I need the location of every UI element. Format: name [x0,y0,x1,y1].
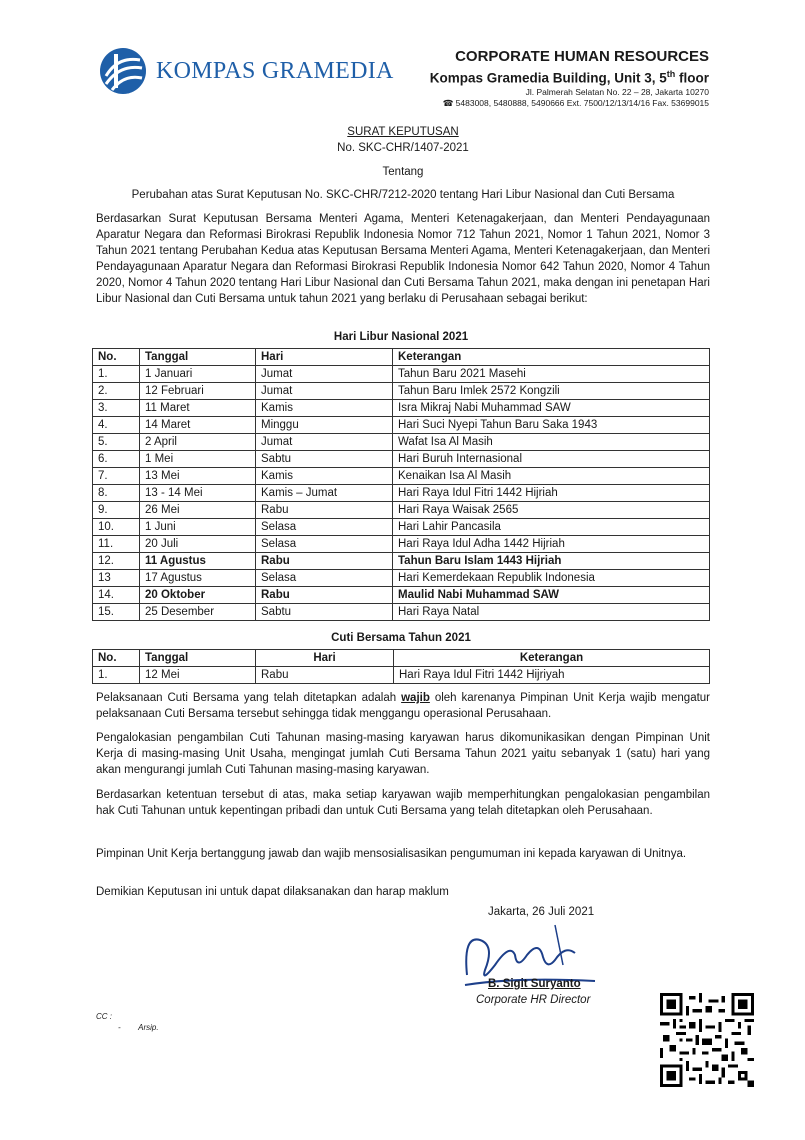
table-row [93,604,710,621]
table-row [93,519,710,536]
cell-no: 10. [93,519,140,536]
cell-no: 9. [93,502,140,519]
cell-keterangan: Hari Raya Waisak 2565 [393,502,710,519]
table-row [93,366,710,383]
cell-hari: Kamis [256,400,393,417]
cell-keterangan: Hari Suci Nyepi Tahun Baru Saka 1943 [393,417,710,434]
cell-tanggal: 1 Juni [140,519,256,536]
paragraph-1 [96,690,710,722]
letterhead-title: CORPORATE HUMAN RESOURCES [455,48,709,65]
cell-tanggal: 17 Agustus [140,570,256,587]
signer-name: B. Sigit Suryanto [488,978,581,990]
letter-subject: Perubahan atas Surat Keputusan No. SKC-CHR/7212-2020 tentang Hari Libur Nasional dan Cuti Bersama [131,189,675,201]
cell-no: 13 [93,570,140,587]
cell-tanggal: 12 Februari [140,383,256,400]
cell-keterangan: Wafat Isa Al Masih [393,434,710,451]
cc-label: CC : [96,1012,112,1021]
holidays-caption: Hari Libur Nasional 2021 [333,331,469,343]
cell-no: 7. [93,468,140,485]
qr-code-icon [660,993,754,1087]
handwritten-signature-icon [455,915,605,1005]
cell-tanggal: 11 Maret [140,400,256,417]
cell-no: 3. [93,400,140,417]
cell-hari: Selasa [256,536,393,553]
cell-keterangan: Tahun Baru 2021 Masehi [393,366,710,383]
cell-tanggal: 20 Juli [140,536,256,553]
cuti-table [92,649,710,684]
table-row [93,417,710,434]
cell-keterangan: Kenaikan Isa Al Masih [393,468,710,485]
cell-hari: Minggu [256,417,393,434]
cell-hari: Sabtu [256,451,393,468]
letterhead-address: Jl. Palmerah Selatan No. 22 – 28, Jakarta 10270 [525,86,709,97]
cell-keterangan: Hari Raya Idul Adha 1442 Hijriah [393,536,710,553]
kompas-gramedia-logo-icon [98,46,148,96]
cell-tanggal: 13 - 14 Mei [140,485,256,502]
cell-keterangan: Tahun Baru Imlek 2572 Kongzili [393,383,710,400]
cell-no: 6. [93,451,140,468]
letterhead [430,48,709,109]
cell-hari: Selasa [256,570,393,587]
building-suffix: floor [675,70,709,86]
paragraph-2: Pengalokasian pengambilan Cuti Tahunan masing-masing karyawan harus dikomunikasikan dengan Pimpinan Unit Kerja di masing-masing Unit Usaha, mengingat jumlah Cuti Bersama Tahun 2021 yaitu sebanyak 1 (satu) hari yang akan mengurangi jumlah Cuti Tahunan masing-masing karyawan. [96,732,710,776]
letterhead-phone: ☎ 5483008, 5480888, 5490666 Ext. 7500/12/13/14/16 Fax. 53699015 [442,97,709,108]
cell-hari: Rabu [256,502,393,519]
table-row [93,587,710,604]
cell-no: 4. [93,417,140,434]
col-hari: Hari [256,349,393,366]
cell-keterangan: Maulid Nabi Muhammad SAW [393,587,710,604]
cell-tanggal: 26 Mei [140,502,256,519]
cell-hari: Jumat [256,383,393,400]
p1-after: oleh karenanya Pimpinan Unit Kerja wajib mengatur pelaksanaan Cuti Bersama tersebut sehingga tidak menggangu operasional Perusahaan. [96,692,711,720]
col-keterangan: Keterangan [393,349,710,366]
cell-tanggal: 2 April [140,434,256,451]
cell-no: 1. [93,366,140,383]
cell-hari: Jumat [256,366,393,383]
cell-no: 15. [93,604,140,621]
cell-keterangan: Hari Lahir Pancasila [393,519,710,536]
table-row [93,570,710,587]
holidays-table [92,348,710,621]
cell-keterangan: Isra Mikraj Nabi Muhammad SAW [393,400,710,417]
cell-keterangan: Hari Kemerdekaan Republik Indonesia [393,570,710,587]
cell-no: 8. [93,485,140,502]
col-no: No. [93,650,140,667]
cell-tanggal: 12 Mei [140,667,256,684]
table-row [93,383,710,400]
table-row [93,451,710,468]
col-no: No. [93,349,140,366]
logo-text: KOMPAS GRAMEDIA [156,57,394,84]
paragraph-4: Pimpinan Unit Kerja bertanggung jawab dan wajib mensosialisasikan pengumuman ini kepada karyawan di Unitnya. [96,848,687,860]
table-row [93,434,710,451]
cell-tanggal: 1 Januari [140,366,256,383]
cell-no: 12. [93,553,140,570]
about-label: Tentang [382,166,424,178]
building-prefix: Kompas Gramedia Building, Unit 3, 5 [429,70,667,86]
cell-no: 2. [93,383,140,400]
cell-hari: Kamis – Jumat [256,485,393,502]
cell-hari: Selasa [256,519,393,536]
cell-tanggal: 1 Mei [140,451,256,468]
paragraph-5: Demikian Keputusan ini untuk dapat dilaksanakan dan harap maklum [96,886,449,898]
table-row [93,553,710,570]
company-logo [98,46,394,96]
cell-hari: Rabu [256,553,393,570]
cell-tanggal: 14 Maret [140,417,256,434]
cuti-header-row [93,650,710,667]
letter-type [96,124,710,140]
letter-type-text: SURAT KEPUTUSAN [347,126,459,138]
cell-no: 11. [93,536,140,553]
holidays-header-row [93,349,710,366]
p1-before: Pelaksanaan Cuti Bersama yang telah ditetapkan adalah [96,692,402,704]
cc-item: - Arsip. [118,1023,159,1032]
cell-hari: Rabu [256,587,393,604]
cell-hari: Jumat [256,434,393,451]
place-date: Jakarta, 26 Juli 2021 [488,906,595,918]
cell-hari: Kamis [256,468,393,485]
intro-paragraph: Berdasarkan Surat Keputusan Bersama Menteri Agama, Menteri Ketenagakerjaan, dan Menteri Pendayagunaan Aparatur Negara dan Reformasi Birokrasi Republik Indonesia Nomor 712 Tahun 2021, Nomor 1 Tahun 2021, Nomor 3 Tahun 2021 tentang Perubahan Kedua atas Keputusan Bersama Menteri Agama, Menteri Ketenagakerjaan, dan Menteri Pendayagunaan Aparatur Negara dan Reformasi Birokrasi Republik Indonesia Nomor 642 Tahun 2020, Nomor 4 Tahun 2020, Nomor 4 Tahun 2020 tentang Hari Libur Nasional dan Cuti Bersama Tahun 2021, maka dengan ini penetapan Hari Libur Nasional dan Cuti Bersama untuk tahun 2021 yang berlaku di Perusahaan sebagai berikut: [96,213,710,305]
cell-tanggal: 25 Desember [140,604,256,621]
col-keterangan: Keterangan [394,650,710,667]
table-row [93,400,710,417]
table-row [93,485,710,502]
cell-hari: Rabu [256,667,394,684]
cuti-caption: Cuti Bersama Tahun 2021 [331,632,471,644]
table-row [93,502,710,519]
col-hari: Hari [256,650,394,667]
cell-keterangan: Hari Buruh Internasional [393,451,710,468]
table-row [93,468,710,485]
signer-role: Corporate HR Director [476,994,591,1006]
p1-emphasis: wajib [401,692,430,704]
cell-keterangan: Hari Raya Idul Fitri 1442 Hijriyah [394,667,710,684]
table-row [93,667,710,684]
cell-keterangan: Tahun Baru Islam 1443 Hijriah [393,553,710,570]
cell-tanggal: 11 Agustus [140,553,256,570]
letterhead-building [430,66,709,87]
cell-tanggal: 20 Oktober [140,587,256,604]
cell-keterangan: Hari Raya Natal [393,604,710,621]
building-sup: th [666,69,676,79]
cell-no: 1. [93,667,140,684]
cell-hari: Sabtu [256,604,393,621]
table-row [93,536,710,553]
paragraph-3: Berdasarkan ketentuan tersebut di atas, maka setiap karyawan wajib memperhitungkan pengalokasian pengambilan hak Cuti Tahunan untuk kepentingan pribadi dan untuk Cuti Bersama yang telah ditetapkan oleh Perusahaan. [96,789,710,817]
letter-number: No. SKC-CHR/1407-2021 [337,142,469,154]
col-tanggal: Tanggal [140,650,256,667]
cell-tanggal: 13 Mei [140,468,256,485]
col-tanggal: Tanggal [140,349,256,366]
cell-keterangan: Hari Raya Idul Fitri 1442 Hijriah [393,485,710,502]
cell-no: 5. [93,434,140,451]
cell-no: 14. [93,587,140,604]
